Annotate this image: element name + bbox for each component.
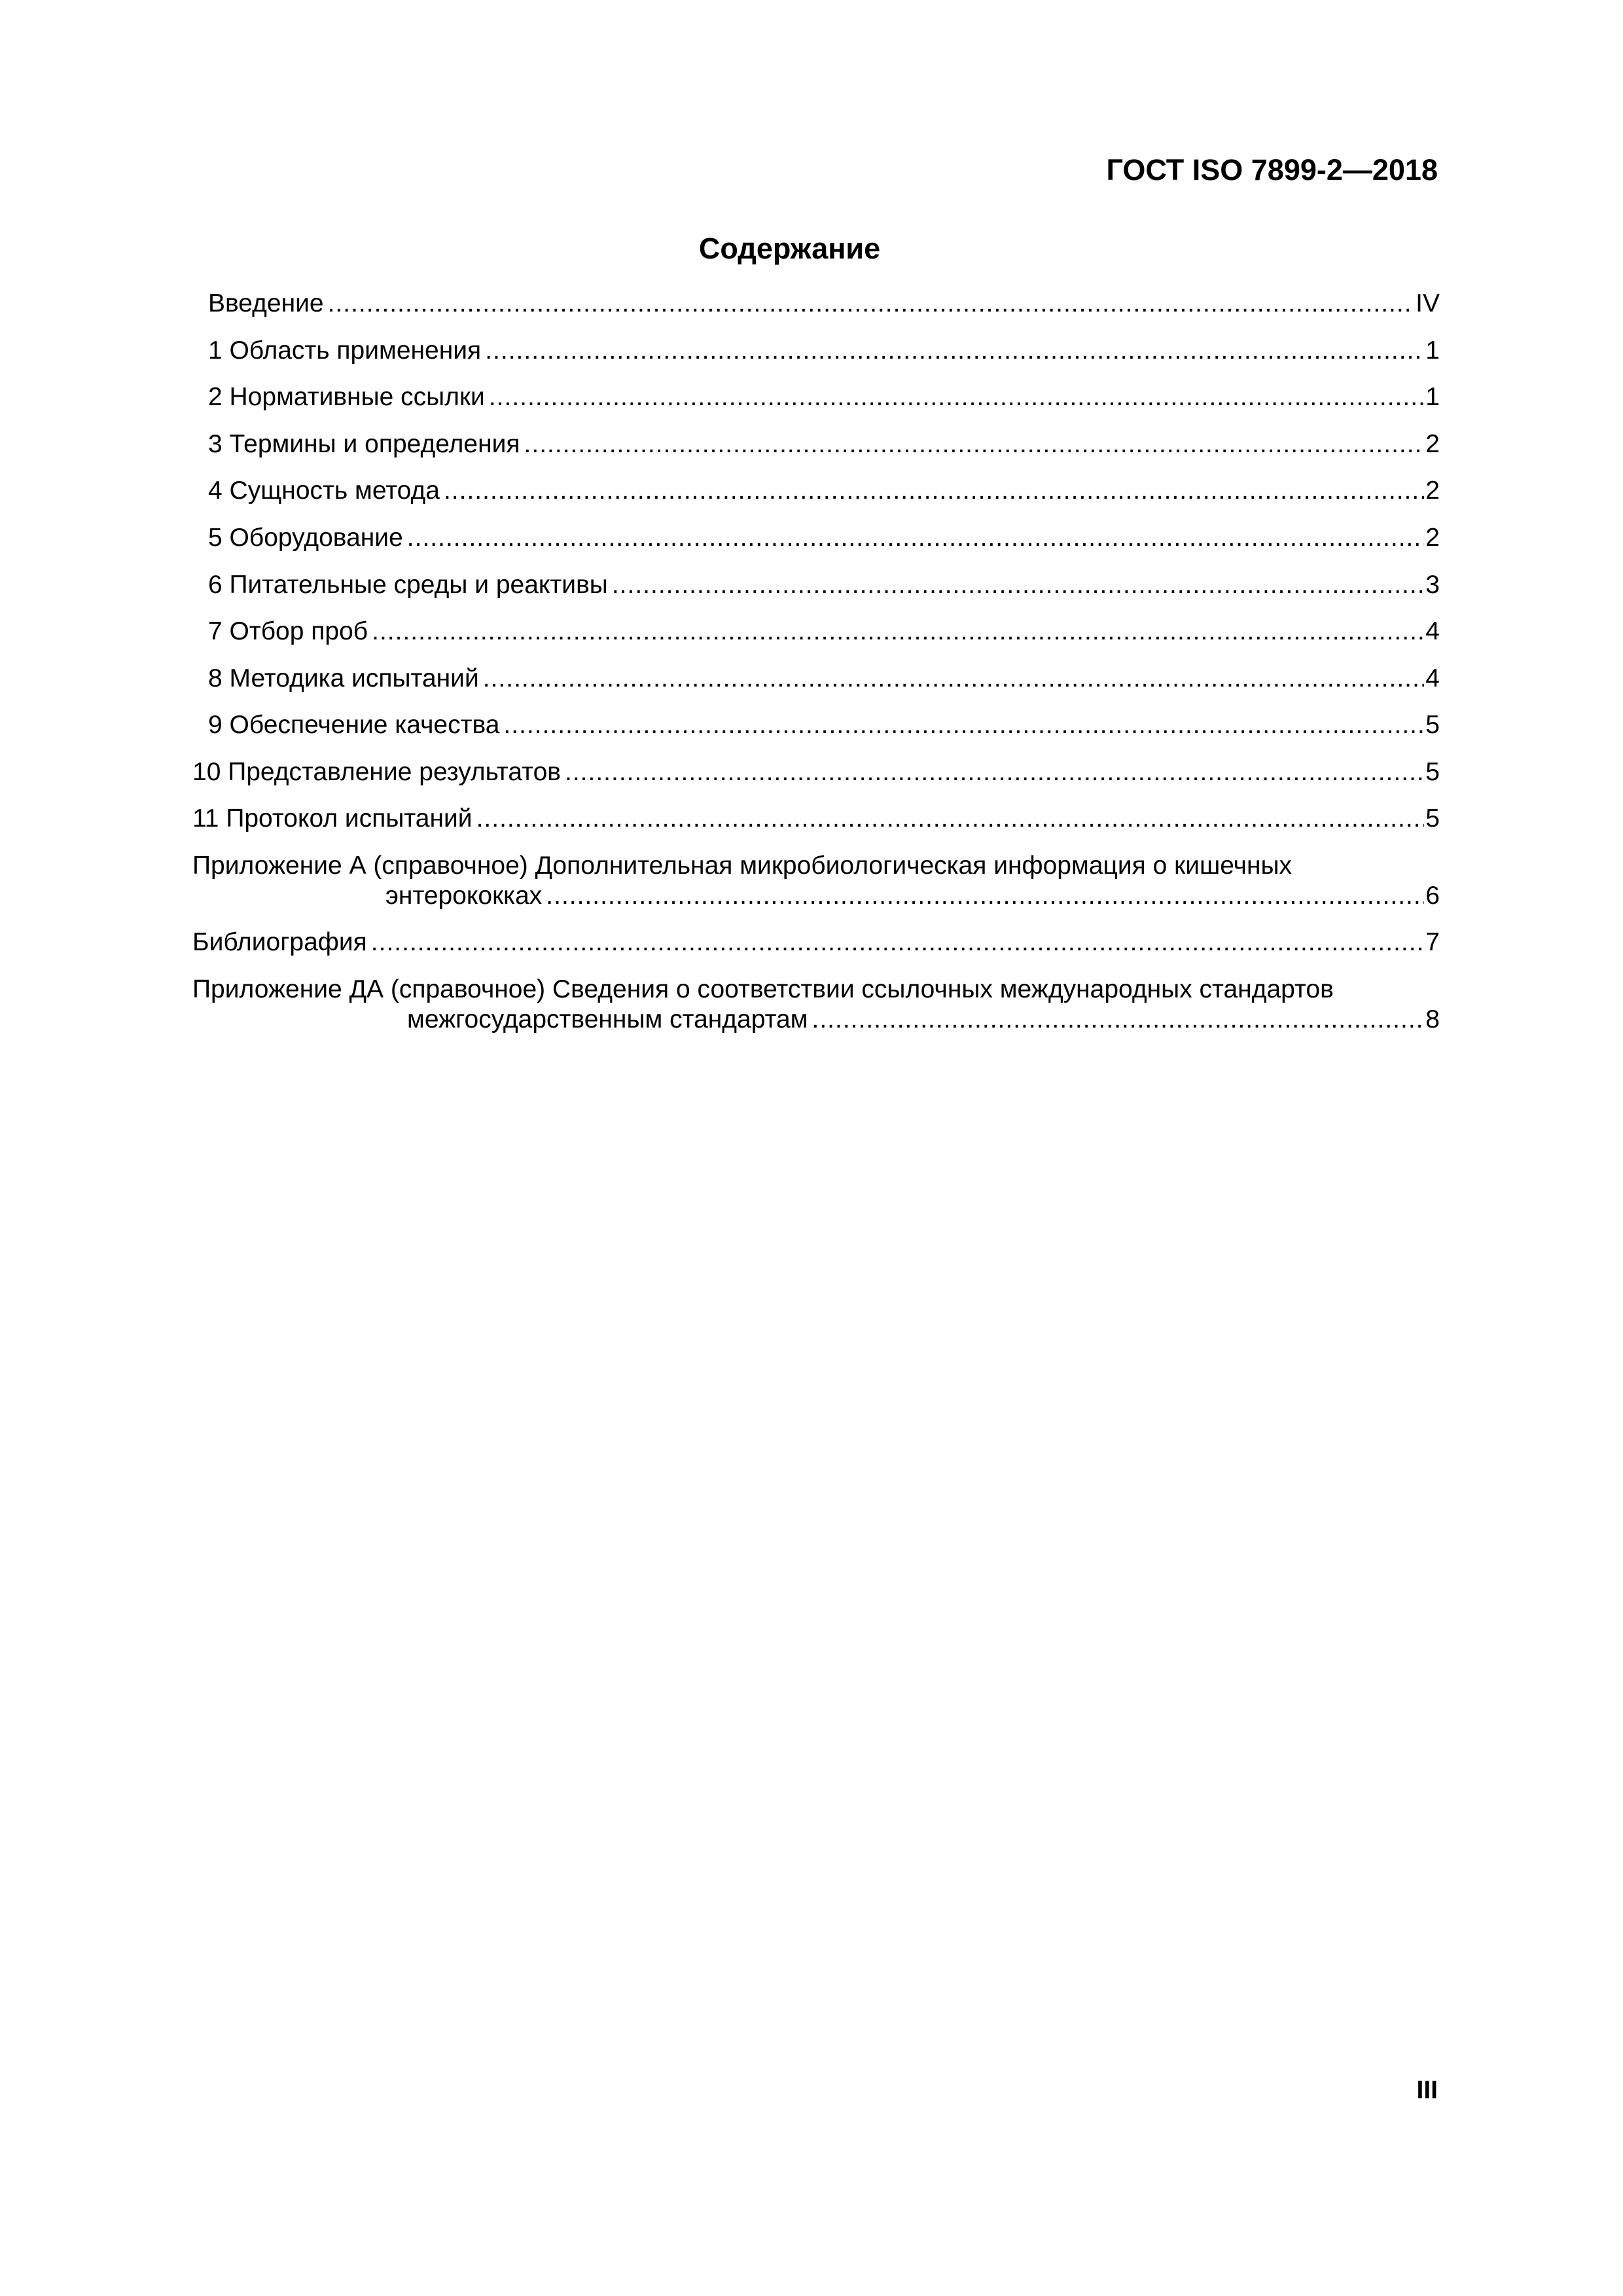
toc-dot-leader bbox=[444, 474, 1424, 508]
toc-page-number: 5 bbox=[1425, 804, 1440, 833]
toc-entry-text: 3 Термины и определения bbox=[208, 430, 520, 458]
toc-page-number: 8 bbox=[1425, 1005, 1440, 1033]
toc-dot-leader bbox=[565, 755, 1424, 789]
toc-dot-leader bbox=[503, 708, 1424, 742]
toc-entry-text: 1 Область применения bbox=[208, 336, 482, 365]
document-code: ГОСТ ISO 7899-2—2018 bbox=[1106, 153, 1438, 187]
toc-entry-text: 9 Обеспечение качества bbox=[208, 711, 500, 739]
toc-dot-leader bbox=[371, 925, 1425, 960]
toc-page-number: 1 bbox=[1425, 383, 1440, 411]
toc-entry-text-line1: Приложение ДА (справочное) Сведения о соответствии ссылочных международных стандартов bbox=[192, 975, 1334, 1003]
toc-entry-text: 10 Представление результатов bbox=[192, 758, 561, 786]
toc-page-number: 4 bbox=[1425, 664, 1440, 692]
toc-dot-leader bbox=[485, 334, 1424, 368]
toc-dot-leader bbox=[546, 879, 1424, 913]
toc-page-number: 7 bbox=[1425, 928, 1440, 956]
toc-dot-leader bbox=[328, 287, 1415, 321]
toc-dot-leader bbox=[483, 662, 1425, 696]
toc-page-number: 1 bbox=[1425, 336, 1440, 365]
toc-dot-leader bbox=[407, 521, 1425, 555]
toc-entry-text-line2: энтерококках bbox=[385, 882, 543, 910]
toc-entry-text-line2: межгосударственным стандартам bbox=[407, 1005, 808, 1033]
toc-title: Содержание bbox=[698, 232, 881, 265]
toc-dot-leader bbox=[612, 568, 1424, 602]
toc-entry-text: 4 Сущность метода bbox=[208, 476, 440, 505]
toc-page-number: 2 bbox=[1425, 430, 1440, 458]
toc-entry-text: 11 Протокол испытаний bbox=[192, 804, 473, 833]
toc-page-number: 3 bbox=[1425, 571, 1440, 599]
toc-entry-text: 5 Оборудование bbox=[208, 524, 403, 552]
toc-entry-text: Введение bbox=[208, 289, 324, 317]
toc-entry-text: 7 Отбор проб bbox=[208, 617, 368, 645]
toc-dot-leader bbox=[489, 380, 1424, 414]
toc-page-number: 2 bbox=[1425, 476, 1440, 505]
toc-dot-leader bbox=[372, 615, 1424, 649]
toc-dot-leader bbox=[812, 1003, 1425, 1037]
toc-entry-text: 6 Питательные среды и реактивы bbox=[208, 571, 608, 599]
toc-entry-text: Библиография bbox=[192, 928, 367, 956]
toc-dot-leader bbox=[524, 427, 1425, 461]
toc-entry-text: 2 Нормативные ссылки bbox=[208, 383, 485, 411]
toc-entry-text: 8 Методика испытаний bbox=[208, 664, 479, 692]
toc-page-number: 2 bbox=[1425, 524, 1440, 552]
toc-page-number: 5 bbox=[1425, 758, 1440, 786]
toc-page-number: 4 bbox=[1425, 617, 1440, 645]
toc-entry-text-line1: Приложение А (справочное) Дополнительная микробиологическая информация о кишечных bbox=[192, 852, 1293, 880]
toc-page-number: IV bbox=[1416, 289, 1440, 317]
page-number: III bbox=[1416, 2076, 1438, 2104]
toc-page-number: 5 bbox=[1425, 711, 1440, 739]
toc-page-number: 6 bbox=[1425, 882, 1440, 910]
toc-dot-leader bbox=[476, 802, 1425, 836]
